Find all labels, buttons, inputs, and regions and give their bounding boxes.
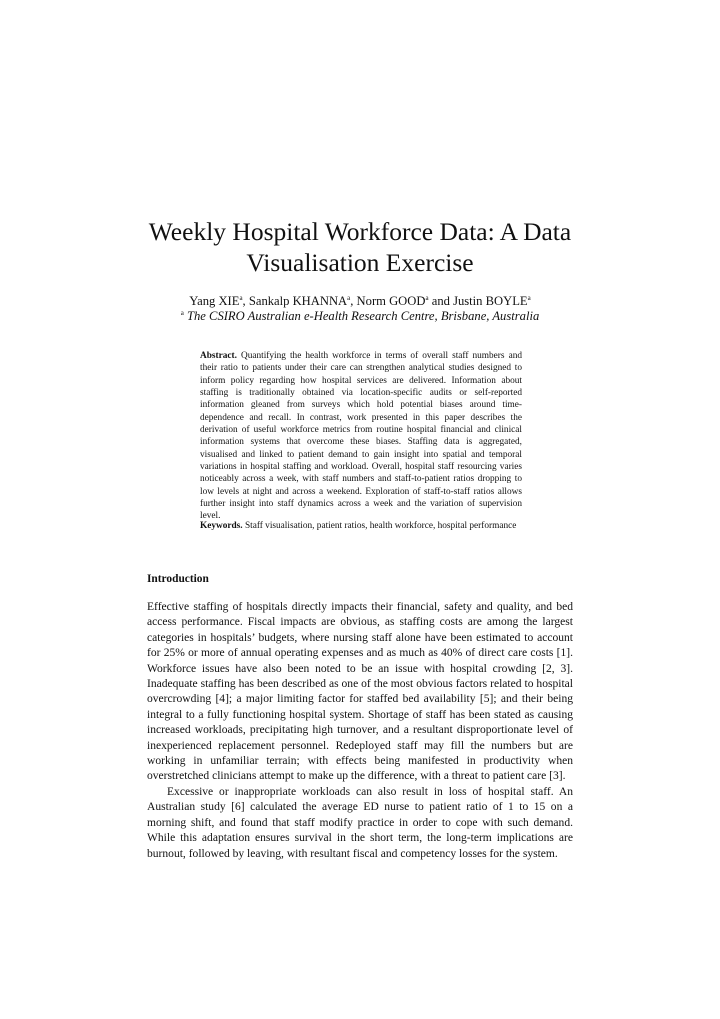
keywords-label: Keywords. [200, 521, 243, 531]
author-list [0, 294, 720, 309]
keywords-text: Staff visualisation, patient ratios, health workforce, hospital performance [244, 521, 517, 531]
paper-title [0, 216, 720, 278]
author: Yang XIE [189, 294, 240, 308]
title-line-1: Weekly Hospital Workforce Data: A Data [148, 217, 572, 246]
author: Sankalp KHANNA [248, 294, 348, 308]
author-separator: , [350, 294, 357, 308]
affiliation [0, 309, 720, 324]
author-affiliation-mark: a [527, 293, 531, 302]
body-paragraph: Effective staffing of hospitals directly impacts their financial, safety and quality, and bed access performance. Fiscal impacts are obvious, as staffing costs are among the largest categories in hospitals’ budgets, where nursing staff alone have been estimated to account for 25% or more of annual operating expenses and as much as 40% of direct care costs [1]. Workforce issues have also been noted to be an issue with hospital crowding [2, 3]. Inadequate staffing has been described as one of the most obvious factors related to hospital overcrowding [4]; a major limiting factor for staffed bed availability [5]; and their being integral to a fully functioning hospital system. Shortage of staff has been stated as causing increased workloads, precipitating high turnover, and a resultant disproportionate level of inexperienced replacement personnel. Redeployed staff may fill the numbers but are working in unfamiliar terrain; with effects being manifested in productivity when overstretched clinicians attempt to make up the difference, with a threat to patient care [3]. [147, 601, 573, 783]
author-affiliation-mark: a [239, 293, 243, 302]
author-separator: , [242, 294, 249, 308]
keywords [200, 520, 522, 532]
abstract [200, 350, 522, 523]
author-separator: and [428, 294, 454, 308]
title-line-2: Visualisation Exercise [246, 248, 474, 277]
affiliation-text: The CSIRO Australian e-Health Research Centre, Brisbane, Australia [187, 309, 540, 323]
introduction-body [147, 600, 573, 862]
abstract-text: Quantifying the health workforce in terms of overall staff numbers and their ratio to patients under their care can strengthen analytical studies designed to inform policy regarding how hospital services are delivered. Information about staffing is traditionally obtained via location-specific audits or self-reported information gleaned from surveys which hold potential biases around time-dependence and recall. In contrast, work presented in this paper describes the derivation of useful workforce metrics from routine hospital financial and clinical information systems that overcome these biases. Staffing data is aggregated, visualised and linked to patient demand to gain insight into spatial and temporal variations in hospital staffing and workload. Overall, hospital staff resourcing varies noticeably across a week, with staff numbers and staff-to-patient ratios dropping to low levels at night and across a weekend. Exploration of staff-to-staff ratios allows further insight into staff dynamics across a week and the variation of supervision level. [200, 351, 522, 522]
author-affiliation-mark: a [425, 293, 429, 302]
section-heading-introduction: Introduction [147, 573, 209, 585]
author-affiliation-mark: a [347, 293, 351, 302]
author: Justin BOYLE [453, 294, 528, 308]
author: Norm GOOD [356, 294, 426, 308]
affiliation-mark: a [180, 308, 184, 317]
body-paragraph: Excessive or inappropriate workloads can also result in loss of hospital staff. An Australian study [6] calculated the average ED nurse to patient ratio of 1 to 15 on a morning shift, and found that staff modify practice in order to cope with such demand. While this adaptation ensures survival in the short term, the long-term implications are burnout, followed by leaving, with resultant fiscal and competency losses for the system. [147, 785, 573, 860]
abstract-label: Abstract. [200, 351, 237, 361]
